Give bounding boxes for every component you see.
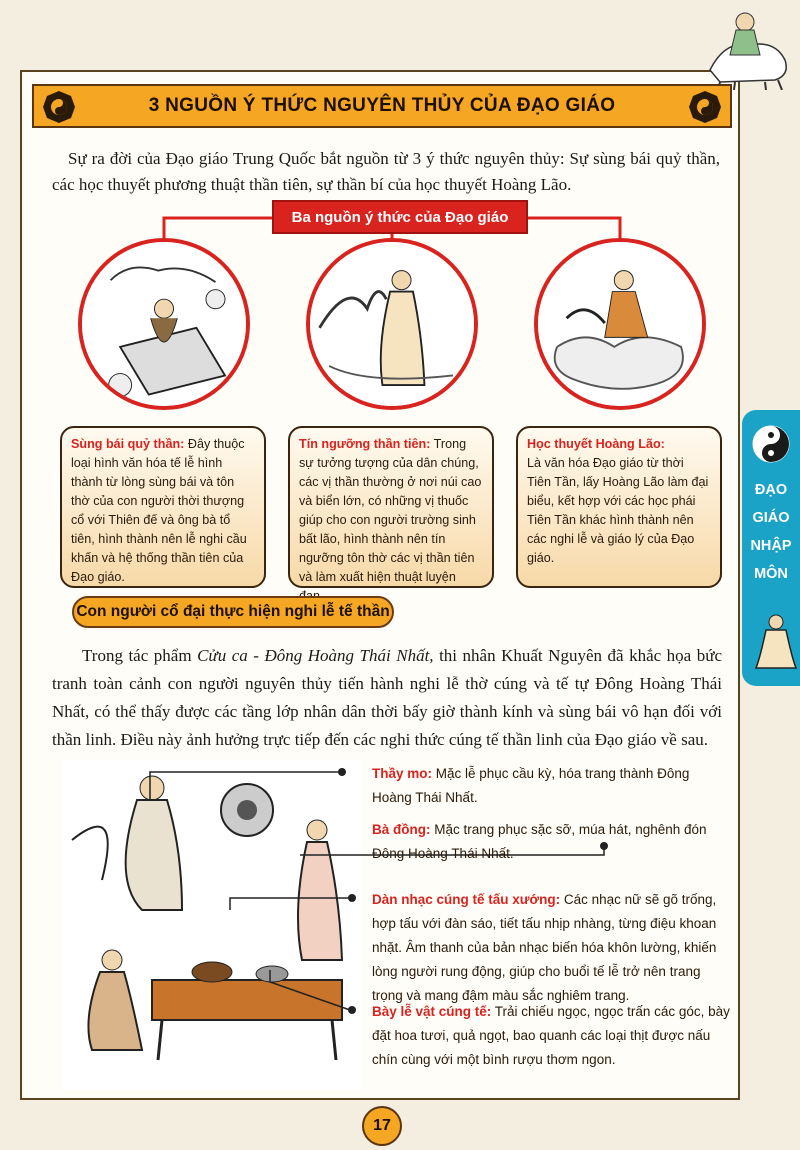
immortal-illustration — [306, 238, 478, 410]
source-term: Tín ngưỡng thần tiên: — [299, 437, 431, 451]
tab-word: GIÁO — [752, 510, 790, 526]
intro-paragraph: Sự ra đời của Đạo giáo Trung Quốc bắt nguồn từ 3 ý thức nguyên thủy: Sự sùng bái quỷ thần, các học thuyết phương thuật thần tiên, sự thần bí của học thuyết Hoàng Lão. — [52, 149, 720, 194]
annotation-text: Trải chiếu ngọc, ngọc trấn các góc, bày đặt hoa tươi, quả ngọt, bao quanh các loại thịt được nấu chín cùng với một bình rượu thơm ngon. — [372, 1004, 730, 1067]
source-card-huang-lao — [516, 426, 722, 588]
annotation-term: Bày lễ vật cúng tế: — [372, 1004, 492, 1019]
huang-lao-illustration — [534, 238, 706, 410]
annotation-orchestra — [372, 888, 732, 1008]
worship-illustration — [78, 238, 250, 410]
corner-illustration — [690, 0, 800, 90]
title-bar — [32, 84, 732, 128]
annotation-term: Bà đồng: — [372, 822, 431, 837]
source-card-immortals — [288, 426, 494, 588]
source-card-worship — [60, 426, 266, 588]
para-after: thi nhân Khuất Nguyên đã khắc họa bức tranh toàn cảnh con người nguyên thủy tiến hành nghi lễ thờ cúng và tế tự Đông Hoàng Thái Nhất, có thể thấy được các tầng lớp nhân dân thời bấy giờ thành kính và sùng bái vô hạn đối với thần linh. Điều này ảnh hưởng trực tiếp đến các nghi thức cúng tế thần linh của Đạo giáo về sau. — [52, 646, 722, 749]
meditating-figure-icon — [752, 608, 800, 678]
tab-word: ĐẠO — [754, 482, 788, 498]
bagua-icon — [688, 90, 722, 124]
annotation-shaman — [372, 762, 722, 810]
annotation-text: Các nhạc nữ sẽ gõ trống, hợp tấu với đàn sáo, tiết tấu nhịp nhàng, từng điệu khoan nhặt. Âm thanh của bản nhạc biến hóa khôn lường, khiến lòng người rung động, giúp cho buổi tế lễ trở nên trang trọng và mang đậm màu sắc nghiêm trang. — [372, 892, 717, 1003]
work-title: Cửu ca - Đông Hoàng Thái Nhất, — [197, 646, 434, 665]
tab-word: MÔN — [754, 566, 788, 582]
annotation-term: Dàn nhạc cúng tế tấu xướng: — [372, 892, 561, 907]
annotation-text: Mặc lễ phục cầu kỳ, hóa trang thành Đông Hoàng Thái Nhất. — [372, 766, 690, 805]
source-term: Học thuyết Hoàng Lão: — [527, 437, 665, 451]
source-text: Trong sự tưởng tượng của dân chúng, các vị thần thường ở nơi núi cao và biển lớn, có những vị thuốc giúp cho con người trường sinh bất lão, hình thành nên tín ngưỡng tôn thờ các vị thần tiên và làm xuất hiện thuật luyện — [299, 437, 482, 584]
page-number: 17 — [362, 1106, 402, 1146]
source-text: Đây thuộc loại hình văn hóa tế lễ hình thành từ lòng sùng bái và tôn thờ của con người thời thượng cổ với Thiên đế và ông bà tổ tiên, hình thành nên lễ nghi cầu khấn và hệ thống thần tiên của Đạo giáo. — [71, 437, 247, 584]
source-text: Là văn hóa Đạo giáo từ thời Tiên Tần, lấy Hoàng Lão làm đại biểu, kết hợp với các học phái Tiên Tần khác hình thành nên các nghi lễ và giáo lý của Đạo giáo. — [527, 456, 709, 565]
annotation-text: Mặc trang phục sặc sỡ, múa hát, nghênh đón Đông Hoàng Thái Nhất. — [372, 822, 707, 861]
page-title: 3 NGUỒN Ý THỨC NGUYÊN THỦY CỦA ĐẠO GIÁO — [148, 95, 616, 116]
source-term: Sùng bái quỷ thần: — [71, 437, 185, 451]
yin-yang-icon — [751, 424, 791, 464]
sources-banner: Ba nguồn ý thức của Đạo giáo — [272, 200, 528, 234]
annotation-offerings — [372, 1000, 732, 1072]
section-heading: Con người cổ đại thực hiện nghi lễ tế thần — [72, 596, 394, 628]
annotation-term: Thầy mo: — [372, 766, 433, 781]
bagua-icon — [42, 90, 76, 124]
ritual-paragraph — [52, 642, 722, 754]
tab-word: NHẬP — [750, 538, 792, 554]
annotation-medium — [372, 818, 722, 866]
para-before: Trong tác phẩm — [82, 646, 198, 665]
